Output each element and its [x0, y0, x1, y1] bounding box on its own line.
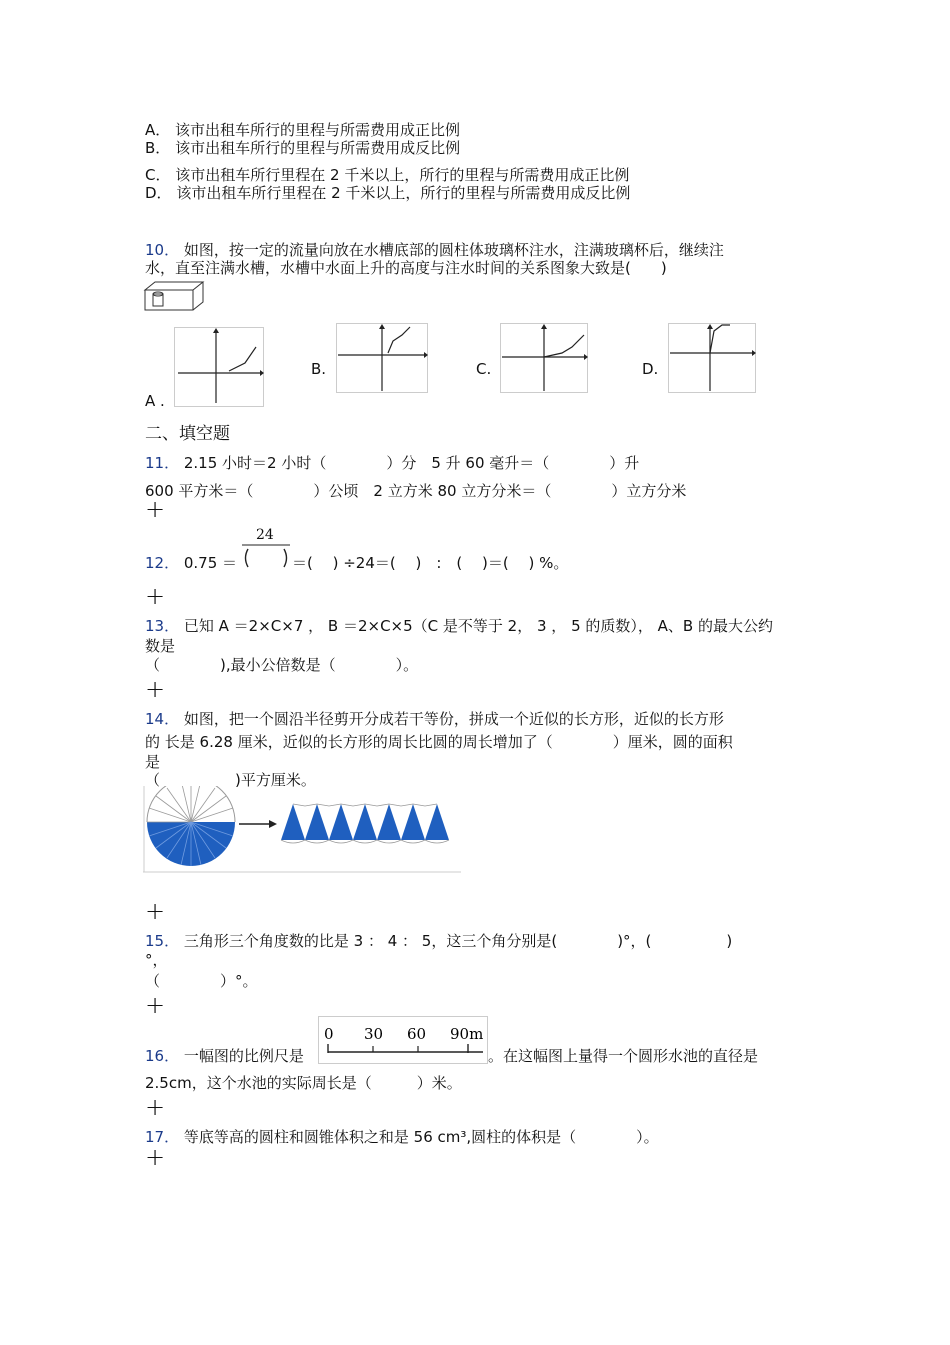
- q13-line1: 13． 已知 A ＝2×C×7 ， B ＝2×C×5（C 是不等于 2， 3 ， 5 的质数）， A、B 的最大公约: [145, 617, 773, 635]
- q14-line1: 14． 如图，把一个圆沿半径剪开分成若干等份，拼成一个近似的长方形，近似的长方形: [145, 710, 724, 728]
- section-heading: 二、填空题: [145, 424, 230, 444]
- q13-line3: （ ),最小公倍数是（ ）。: [145, 656, 419, 674]
- q16-before: 16． 一幅图的比例尺是: [145, 1047, 304, 1065]
- plus-mark: +: [145, 582, 166, 610]
- q10-line1: 10． 如图，按一定的流量向放在水槽底部的圆柱体玻璃杯注水，注满玻璃杯后，继续注: [145, 241, 724, 259]
- q12-prefix: 12． 0.75 ＝: [145, 554, 238, 572]
- q11-line1: 11． 2.15 小时＝2 小时（ ）分 5 升 60 毫升＝（ ）升: [145, 454, 640, 472]
- plus-mark: +: [145, 675, 166, 703]
- graph-option-d: [668, 323, 756, 393]
- plus-mark: +: [145, 897, 166, 925]
- q12-numerator: 24: [256, 527, 274, 543]
- scale-tick-90m: 90m: [450, 1025, 484, 1043]
- water-tank-figure: [143, 280, 205, 312]
- option-c: C． 该市出租车所行里程在 2 千米以上，所行的里程与所需费用成正比例: [145, 166, 630, 184]
- graph-option-a: [174, 327, 264, 407]
- q15-line1: 15． 三角形三个角度数的比是 3 ： 4 ： 5，这三个角分别是( )°，( ): [145, 932, 733, 950]
- circle-to-rectangle-figure: [143, 786, 461, 874]
- q12-rest: ＝( ) ÷24＝( ) : ( )＝( ) %。: [292, 554, 569, 572]
- plus-mark: +: [145, 495, 166, 523]
- q12-fraction-denominator: [242, 544, 290, 572]
- scale-tick-60: 60: [407, 1025, 427, 1043]
- q16-line2: 2.5cm，这个水池的实际周长是（ ）米。: [145, 1074, 462, 1092]
- graph-option-b: [336, 323, 428, 393]
- option-a: A． 该市出租车所行的里程与所需费用成正比例: [145, 121, 461, 139]
- q11-line2: 600 平方米＝（ ）公顷 2 立方米 80 立方分米＝（ ）立方分米: [145, 482, 687, 500]
- q14-line3: 是: [145, 753, 161, 771]
- q15-line2: °，: [145, 951, 168, 969]
- graph-label-c: C.: [476, 360, 492, 378]
- scale-tick-0: 0: [324, 1025, 334, 1043]
- plus-mark: +: [145, 1093, 166, 1121]
- q13-line2: 数是: [145, 637, 176, 655]
- graph-option-c: [500, 323, 588, 393]
- scale-tick-30: 30: [364, 1025, 384, 1043]
- plus-mark: +: [145, 1143, 166, 1171]
- q10-line2: 水，直至注满水槽，水槽中水面上升的高度与注水时间的关系图象大致是( ): [145, 259, 667, 277]
- q14-line4: （ )平方厘米。: [145, 771, 316, 789]
- graph-label-a: A .: [145, 392, 165, 410]
- q14-line2: 的 长是 6.28 厘米，近似的长方形的周长比圆的周长增加了（ ）厘米，圆的面积: [145, 733, 733, 751]
- q17-line: 17． 等底等高的圆柱和圆锥体积之和是 56 cm³,圆柱的体积是（ ）。: [145, 1128, 659, 1146]
- scale-bar: [318, 1016, 488, 1064]
- q15-line3: （ ）°。: [145, 972, 258, 990]
- graph-label-b: B.: [311, 360, 327, 378]
- plus-mark: +: [145, 991, 166, 1019]
- option-b: B． 该市出租车所行的里程与所需费用成反比例: [145, 139, 461, 157]
- option-d: D． 该市出租车所行里程在 2 千米以上，所行的里程与所需费用成反比例: [145, 184, 631, 202]
- graph-label-d: D.: [642, 360, 659, 378]
- q16-after: 。在这幅图上量得一个圆形水池的直径是: [488, 1047, 759, 1065]
